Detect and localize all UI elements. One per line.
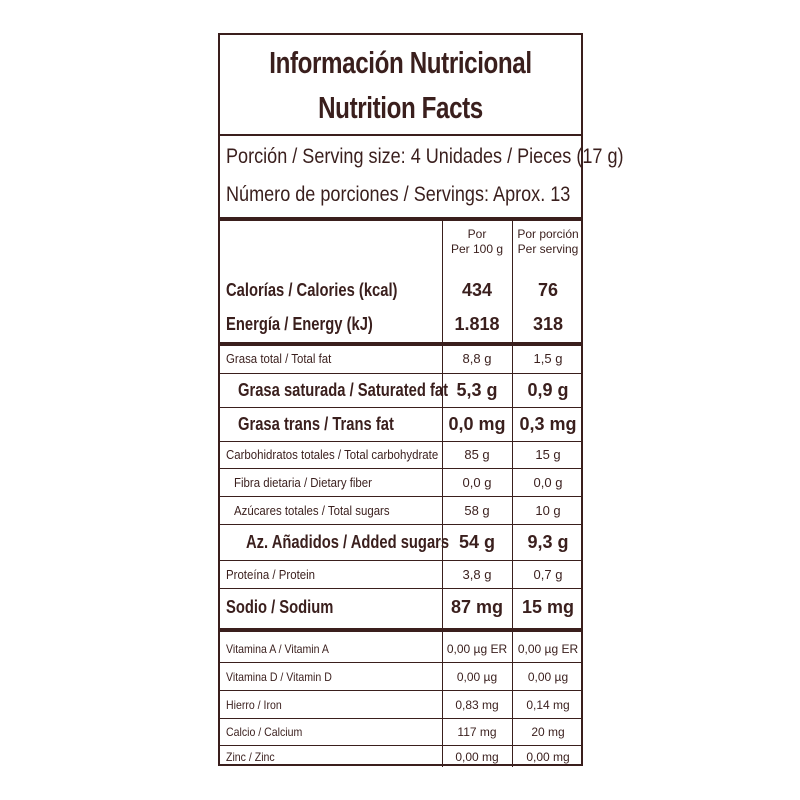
value-per-serving: 0,14 mg	[526, 698, 570, 712]
value-per-100g: 3,8 g	[462, 567, 492, 582]
nutrient-label: Grasa trans / Trans fat	[238, 414, 394, 434]
row-divider	[220, 407, 581, 408]
thick-divider	[220, 342, 581, 346]
value-per-100g: 117 mg	[457, 725, 497, 739]
value-per-serving: 10 g	[535, 503, 561, 518]
nutrient-row-dietary-fiber	[220, 472, 581, 494]
nutrient-label: Zinc / Zinc	[226, 750, 275, 764]
title-english: Nutrition Facts	[318, 90, 483, 125]
nutrient-row-total-carbohydrate	[220, 444, 581, 466]
nutrient-row-saturated-fat	[220, 375, 581, 405]
row-divider	[220, 560, 581, 561]
value-per-100g: 0,00 µg ER	[446, 642, 508, 656]
value-per-100g: 0,0 g	[462, 475, 492, 490]
value-per-100g: 58 g	[464, 503, 490, 518]
value-per-serving: 318	[532, 314, 564, 334]
column-header-per-serving: Por porción Per serving	[517, 227, 579, 256]
row-divider	[220, 662, 581, 663]
value-per-100g: 0,00 µg	[456, 670, 498, 684]
nutrient-label: Energía / Energy (kJ)	[226, 314, 373, 334]
row-divider	[220, 524, 581, 525]
nutrient-row-total-sugars	[220, 500, 581, 522]
thick-divider	[220, 628, 581, 632]
value-per-serving: 0,00 mg	[526, 750, 570, 764]
value-per-serving: 20 mg	[531, 725, 565, 739]
value-per-100g: 1.818	[454, 314, 500, 334]
value-per-serving: 0,00 µg	[527, 670, 569, 684]
value-per-100g: 87 mg	[450, 597, 504, 617]
nutrient-row-vitamin-a	[220, 638, 581, 660]
nutrient-row-trans-fat	[220, 409, 581, 439]
value-per-serving: 0,9 g	[527, 380, 569, 400]
servings-per-container: Número de porciones / Servings: Aprox. 13	[226, 183, 571, 206]
value-per-100g: 0,83 mg	[455, 698, 499, 712]
nutrient-label: Sodio / Sodium	[226, 597, 334, 617]
value-per-100g: 54 g	[458, 532, 496, 552]
value-per-100g: 5,3 g	[456, 380, 498, 400]
nutrient-row-zinc	[220, 747, 581, 767]
row-divider	[220, 441, 581, 442]
row-divider	[220, 745, 581, 746]
row-divider	[220, 468, 581, 469]
serving-size: Porción / Serving size: 4 Unidades / Pieces (17 g)	[226, 145, 624, 168]
value-per-100g: 8,8 g	[462, 351, 492, 366]
nutrient-label: Az. Añadidos / Added sugars	[246, 532, 450, 552]
value-per-serving: 9,3 g	[527, 532, 569, 552]
nutrient-label: Proteína / Protein	[226, 567, 316, 582]
nutrient-label: Vitamina D / Vitamin D	[226, 670, 332, 684]
thick-divider	[220, 217, 581, 221]
value-per-100g: 434	[461, 280, 493, 300]
nutrient-row-energy-kj	[220, 311, 581, 337]
value-per-serving: 15 g	[535, 447, 561, 462]
nutrient-label: Vitamina A / Vitamin A	[226, 642, 329, 656]
nutrient-row-sodium	[220, 591, 581, 623]
nutrition-facts-panel	[218, 33, 624, 766]
nutrient-row-vitamin-d	[220, 666, 581, 688]
value-per-serving: 0,3 mg	[519, 414, 577, 434]
row-divider	[220, 690, 581, 691]
value-per-serving: 0,0 g	[533, 475, 563, 490]
nutrient-label: Grasa saturada / Saturated fat	[238, 380, 449, 400]
row-divider	[220, 373, 581, 374]
nutrient-label: Fibra dietaria / Dietary fiber	[234, 475, 372, 490]
row-divider	[220, 718, 581, 719]
row-divider	[220, 588, 581, 589]
nutrient-label: Hierro / Iron	[226, 698, 282, 712]
nutrient-label: Azúcares totales / Total sugars	[234, 503, 390, 518]
value-per-serving: 1,5 g	[533, 351, 563, 366]
nutrient-label: Carbohidratos totales / Total carbohydrate	[226, 447, 439, 462]
nutrient-row-calcium	[220, 721, 581, 743]
row-divider	[220, 496, 581, 497]
value-per-serving: 0,00 µg ER	[517, 642, 579, 656]
value-per-serving: 76	[537, 280, 559, 300]
nutrient-label: Calcio / Calcium	[226, 725, 303, 739]
value-per-100g: 0,0 mg	[448, 414, 506, 434]
value-per-100g: 85 g	[464, 447, 490, 462]
nutrient-label: Calorías / Calories (kcal)	[226, 280, 398, 300]
title-spanish: Información Nutricional	[269, 45, 532, 80]
nutrient-row-calories-kcal	[220, 277, 581, 303]
nutrient-row-total-fat	[220, 348, 581, 370]
divider	[220, 134, 581, 136]
column-header-per-100g: Por Per 100 g	[450, 227, 504, 256]
value-per-serving: 0,7 g	[533, 567, 563, 582]
nutrient-row-added-sugars	[220, 527, 581, 557]
nutrient-row-iron	[220, 694, 581, 716]
value-per-100g: 0,00 mg	[455, 750, 499, 764]
nutrient-row-protein	[220, 564, 581, 586]
value-per-serving: 15 mg	[521, 597, 575, 617]
nutrient-label: Grasa total / Total fat	[226, 351, 332, 366]
